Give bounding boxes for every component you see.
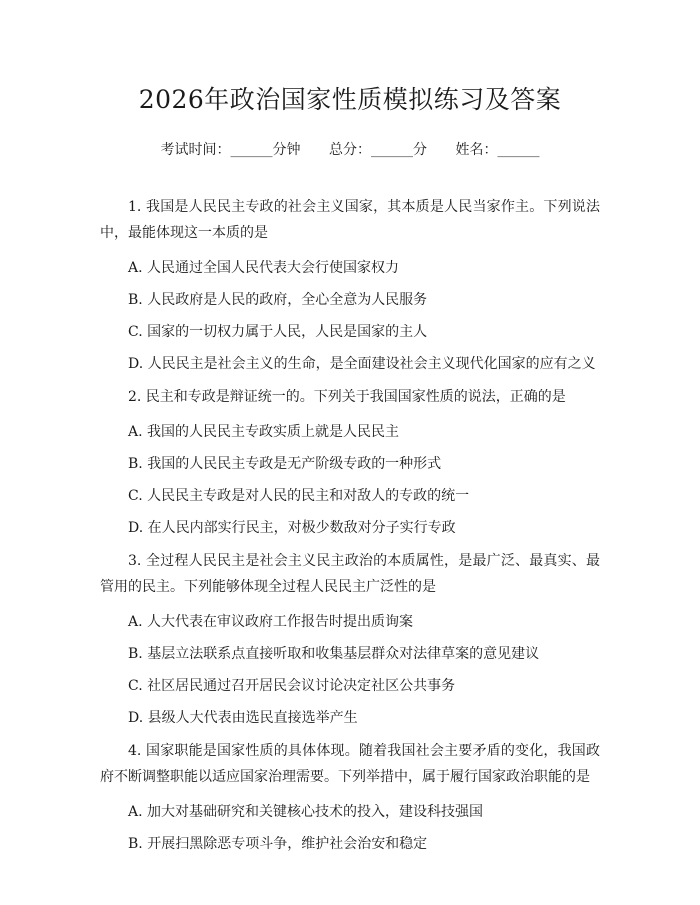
option-b: B. 开展扫黑除恶专项斗争，维护社会治安和稳定 <box>128 836 428 852</box>
option-c: C. 人民民主专政是对人民的民主和对敌人的专政的统一 <box>128 488 470 504</box>
question-stem: 3. 全过程人民民主是社会主义民主政治的本质属性，是最广泛、最真实、最管用的民主。下列能够体现全过程人民民主广泛性的是 <box>100 553 600 595</box>
exam-meta <box>100 140 600 160</box>
question-3 <box>100 548 600 728</box>
question-stem: 2. 民主和专政是辩证统一的。下列关于我国国家性质的说法，正确的是 <box>128 389 566 405</box>
option-b: B. 基层立法联系点直接听取和收集基层群众对法律草案的意见建议 <box>128 646 540 662</box>
option-d: D. 在人民内部实行民主，对极少数敌对分子实行专政 <box>128 520 456 536</box>
question-list <box>100 194 600 854</box>
option-a: A. 加大对基础研究和关键核心技术的投入，建设科技强国 <box>128 804 484 820</box>
page-title: 2026年政治国家性质模拟练习及答案 <box>138 85 562 114</box>
option-b: B. 我国的人民民主专政是无产阶级专政的一种形式 <box>128 456 442 472</box>
option-a: A. 我国的人民民主专政实质上就是人民民主 <box>128 424 400 440</box>
option-d: D. 人民民主是社会主义的生命，是全面建设社会主义现代化国家的应有之义 <box>128 356 596 372</box>
option-b: B. 人民政府是人民的政府，全心全意为人民服务 <box>128 292 428 308</box>
student-name-field: 姓名：______ <box>455 142 540 158</box>
option-d: D. 县级人大代表由选民直接选举产生 <box>128 710 358 726</box>
option-c: C. 社区居民通过召开居民会议讨论决定社区公共事务 <box>128 678 456 694</box>
total-score-field: 总分：______分 <box>329 142 427 158</box>
question-2 <box>100 384 600 538</box>
question-1 <box>100 194 600 374</box>
question-stem: 1. 我国是人民民主专政的社会主义国家，其本质是人民当家作主。下列说法中，最能体现这一本质的是 <box>100 199 600 241</box>
question-stem: 4. 国家职能是国家性质的具体体现。随着我国社会主要矛盾的变化，我国政府不断调整职能以适应国家治理需要。下列举措中，属于履行国家政治职能的是 <box>100 743 600 785</box>
option-a: A. 人大代表在审议政府工作报告时提出质询案 <box>128 614 414 630</box>
option-a: A. 人民通过全国人民代表大会行使国家权力 <box>128 260 400 276</box>
exam-time-field: 考试时间：______分钟 <box>160 142 301 158</box>
question-4 <box>100 738 600 854</box>
option-c: C. 国家的一切权力属于人民，人民是国家的主人 <box>128 324 428 340</box>
